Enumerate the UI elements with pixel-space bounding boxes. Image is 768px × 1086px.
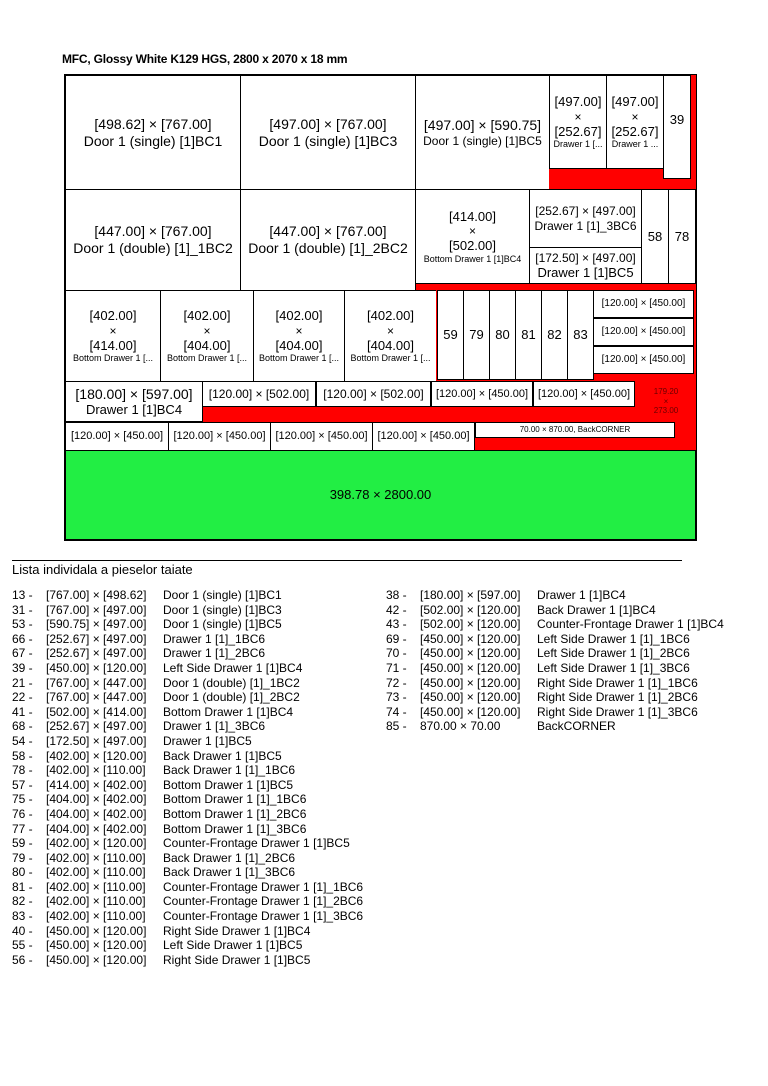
piece-dims: [180.00] × [597.00] [75,385,193,402]
piece-dims: [502.00] × [120.00] [420,617,521,632]
list-item [12,749,363,764]
piece-name: Counter-Frontage Drawer 1 [1]_1BC6 [163,879,364,894]
piece-dims-1: [414.00] [449,208,496,224]
piece-dims: [172.50] × [497.00] [535,250,636,265]
piece-dims-1: [402.00] [183,308,231,324]
piece-id: 74 - [386,704,407,719]
piece-id: 83 - [12,909,33,924]
piece-dims: [447.00] × [767.00] [269,223,387,240]
piece-id: 80 - [12,865,33,880]
piece-side-drawer[interactable] [593,318,694,346]
piece-number: 58 [647,228,663,244]
piece-side-drawer[interactable] [431,381,533,407]
list-item [12,617,363,632]
piece-side-drawer[interactable] [65,422,169,451]
piece-83[interactable] [567,290,594,380]
piece-name: Drawer 1 [1]_1BC6 [163,631,266,646]
piece-dims: [767.00] × [497.00] [46,602,147,617]
list-item [12,865,363,880]
cutting-board [64,74,697,541]
piece-name: Drawer 1 [1]BC4 [537,588,626,602]
piece-dims-2: [252.67] [611,123,659,139]
piece-number: 59 [443,327,458,343]
piece-dims-2: [252.67] [554,123,602,139]
piece-name: Left Side Drawer 1 [1]BC4 [163,660,303,675]
piece-59[interactable] [437,290,464,380]
piece-drawer-3bc6[interactable] [529,189,642,248]
piece-number: 39 [669,112,685,127]
piece-name: Back Drawer 1 [1]BC5 [163,748,282,763]
piece-dims: [120.00] × [450.00] [275,430,368,443]
piece-label: Door 1 (single) [1]BC1 [83,132,223,149]
piece-number: 79 [469,327,484,343]
list-item [386,632,724,647]
piece-dims: [402.00] × [110.00] [46,894,146,909]
list-item [12,909,363,924]
list-item [386,603,724,618]
piece-dims: [450.00] × [120.00] [420,646,521,661]
waste-dims-1: 179.20 [653,387,679,397]
piece-side-drawer[interactable] [593,290,694,318]
piece-label: Bottom Drawer 1 [... [258,353,340,364]
piece-dims: [402.00] × [110.00] [46,850,146,865]
divider [12,560,682,561]
piece-id: 77 - [12,821,33,836]
piece-id: 42 - [386,602,407,617]
piece-id: 66 - [12,631,33,646]
piece-dims: [120.00] × [450.00] [601,298,686,310]
list-item [12,763,363,778]
piece-dims: [120.00] × [450.00] [70,430,164,443]
piece-dims: [402.00] × [110.00] [46,763,146,778]
list-item [12,792,363,807]
piece-78[interactable] [668,189,696,284]
piece-drawer-2bc6[interactable] [606,75,664,169]
list-item [386,676,724,691]
waste-dims-2: 273.00 [653,406,679,416]
piece-dims: 870.00 × 70.00 [420,719,501,734]
piece-dims-2: [404.00] [275,337,323,353]
piece-name: Back Drawer 1 [1]_1BC6 [163,763,296,778]
piece-bottom-drawer-4[interactable] [344,290,437,382]
piece-bottom-bc4[interactable] [415,189,530,284]
piece-dims: [120.00] × [450.00] [537,387,631,400]
piece-label: Drawer 1 [1]BC4 [85,402,183,418]
leftover-area[interactable] [65,450,696,540]
list-item [12,646,363,661]
piece-dims-x: × [574,109,582,124]
piece-id: 70 - [386,646,407,661]
piece-name: Door 1 (double) [1]_2BC2 [163,690,300,705]
piece-dims-1: [497.00] [611,94,659,110]
piece-dims: [404.00] × [402.00] [46,806,147,821]
piece-name: BackCORNER [537,719,616,734]
piece-dims: [120.00] × [450.00] [377,430,470,443]
list-item [386,617,724,632]
piece-dims: [180.00] × [597.00] [420,588,521,602]
waste-area [549,169,664,190]
piece-name: Right Side Drawer 1 [1]BC4 [163,923,311,938]
piece-name: Left Side Drawer 1 [1]BC5 [163,938,303,953]
piece-id: 40 - [12,923,33,938]
piece-drawer-bc5[interactable] [529,247,642,284]
piece-id: 85 - [386,719,407,734]
piece-dims: [120.00] × [450.00] [435,387,529,400]
piece-dims-x: × [109,323,117,338]
piece-label: Bottom Drawer 1 [1]BC4 [423,253,522,264]
piece-id: 67 - [12,646,33,661]
piece-name: Left Side Drawer 1 [1]_2BC6 [537,646,690,661]
piece-dims: [120.00] × [450.00] [601,354,686,366]
list-heading: Lista individala a pieselor taiate [12,562,193,577]
piece-dims-x: × [295,323,303,338]
piece-door-2bc2[interactable] [240,189,416,291]
piece-id: 58 - [12,748,33,763]
piece-side-drawer[interactable] [372,422,475,451]
piece-id: 78 - [12,763,33,778]
piece-dims-2: [404.00] [367,337,414,353]
piece-name: Bottom Drawer 1 [1]_3BC6 [163,821,307,836]
piece-dims: [402.00] × [110.00] [46,865,146,880]
piece-label: Drawer 1 [... [553,139,603,150]
piece-dims: [450.00] × [120.00] [420,660,521,675]
piece-number: 80 [495,327,510,343]
piece-id: 82 - [12,894,33,909]
piece-id: 38 - [386,588,407,602]
list-item [12,588,363,603]
piece-label: Door 1 (double) [1]_1BC2 [73,240,233,256]
list-item [12,632,363,647]
piece-bottom-drawer-2[interactable] [160,290,254,382]
piece-name: Bottom Drawer 1 [1]BC5 [163,777,294,792]
piece-name: Right Side Drawer 1 [1]BC5 [163,952,311,967]
piece-name: Door 1 (single) [1]BC3 [163,602,282,617]
piece-name: Door 1 (single) [1]BC5 [163,617,282,632]
piece-name: Drawer 1 [1]_3BC6 [163,719,266,734]
piece-name: Bottom Drawer 1 [1]_1BC6 [163,792,307,807]
list-item [386,719,724,734]
piece-counter-frontage-bc4[interactable] [316,381,431,407]
list-item [12,807,363,822]
piece-name: Drawer 1 [1]_2BC6 [163,646,266,661]
piece-id: 31 - [12,602,33,617]
piece-dims: [120.00] × [502.00] [208,386,310,401]
sheet-title: MFC, Glossy White K129 HGS, 2800 x 2070 x 18 mm [62,52,348,66]
piece-label: Drawer 1 [1]_3BC6 [534,218,637,233]
piece-id: 55 - [12,938,33,953]
piece-name: Back Drawer 1 [1]BC4 [537,602,656,617]
list-item [12,894,363,909]
piece-dims: [502.00] × [414.00] [46,704,147,719]
piece-label: Drawer 1 ... [611,139,659,150]
waste-dims-x: × [663,396,669,406]
piece-dims-x: × [631,109,639,124]
list-item [12,924,363,939]
piece-number: 78 [674,228,690,244]
piece-id: 39 - [12,660,33,675]
list-item [386,661,724,676]
piece-dims-2: [414.00] [89,337,137,353]
list-item [12,661,363,676]
piece-id: 72 - [386,675,407,690]
piece-id: 73 - [386,690,407,705]
piece-dims: [450.00] × [120.00] [420,631,521,646]
piece-dims: [414.00] × [402.00] [46,777,147,792]
piece-id: 53 - [12,617,33,632]
piece-side-drawer[interactable] [168,422,271,451]
leftover-dims: 398.78 × 2800.00 [329,487,432,503]
piece-label: Bottom Drawer 1 [... [72,353,154,364]
piece-id: 81 - [12,879,33,894]
piece-id: 71 - [386,660,407,675]
list-item [12,778,363,793]
piece-dims-1: [402.00] [367,308,414,324]
piece-name: Left Side Drawer 1 [1]_1BC6 [537,631,690,646]
list-item [12,851,363,866]
list-item [12,690,363,705]
piece-dims: [120.00] × [450.00] [173,430,266,443]
piece-dims: [497.00] × [590.75] [423,117,542,134]
piece-list-left [12,588,363,967]
piece-drawer-bc4[interactable] [65,381,203,422]
list-item [12,822,363,837]
piece-name: Left Side Drawer 1 [1]_3BC6 [537,660,690,675]
piece-id: 56 - [12,952,33,967]
piece-name: Counter-Frontage Drawer 1 [1]BC5 [163,836,350,851]
piece-dims: [498.62] × [767.00] [94,115,212,132]
piece-name: Bottom Drawer 1 [1]BC4 [163,704,294,719]
piece-bottom-drawer-3[interactable] [253,290,345,382]
list-item [386,588,724,603]
piece-dims-2: [404.00] [183,337,231,353]
piece-label: Door 1 (single) [1]BC3 [258,132,398,149]
piece-dims: [767.00] × [447.00] [46,675,147,690]
piece-door-bc3[interactable] [240,75,416,190]
piece-dims-2: [502.00] [449,238,496,254]
piece-dims: [402.00] × [120.00] [46,748,147,763]
piece-id: 41 - [12,704,33,719]
piece-dims: [402.00] × [110.00] [46,879,146,894]
piece-dims: [450.00] × [120.00] [420,690,521,705]
piece-39[interactable] [663,75,691,179]
list-item [12,880,363,895]
piece-dims: 70.00 × 870.00, BackCORNER [519,425,631,435]
piece-side-drawer[interactable] [270,422,373,451]
piece-dims-1: [497.00] [554,94,602,110]
piece-id: 76 - [12,806,33,821]
list-item [12,734,363,749]
piece-id: 21 - [12,675,33,690]
piece-bottom-drawer-1[interactable] [65,290,161,382]
piece-number: 82 [547,327,562,343]
piece-dims: [447.00] × [767.00] [94,223,212,240]
piece-id: 79 - [12,850,33,865]
piece-number: 83 [573,327,588,343]
piece-dims: [497.00] × [767.00] [269,115,387,132]
piece-back-drawer-bc4[interactable] [202,381,316,407]
piece-82[interactable] [541,290,568,380]
piece-dims: [450.00] × [120.00] [46,938,147,953]
piece-dims: [402.00] × [120.00] [46,836,147,851]
piece-side-drawer[interactable] [593,346,694,374]
piece-id: 69 - [386,631,407,646]
piece-dims-1: [402.00] [89,308,137,324]
list-item [12,705,363,720]
piece-dims-1: [402.00] [275,308,323,324]
list-item [12,836,363,851]
piece-dims: [172.50] × [497.00] [46,733,147,748]
piece-name: Back Drawer 1 [1]_3BC6 [163,865,296,880]
piece-name: Counter-Frontage Drawer 1 [1]BC4 [537,617,724,632]
piece-id: 22 - [12,690,33,705]
piece-label: Bottom Drawer 1 [... [350,353,431,364]
piece-dims-x: × [468,224,476,239]
piece-dims: [402.00] × [110.00] [46,909,146,924]
piece-name: Right Side Drawer 1 [1]_2BC6 [537,690,698,705]
piece-dims: [120.00] × [450.00] [601,326,686,338]
piece-label: Bottom Drawer 1 [... [166,353,248,364]
piece-id: 75 - [12,792,33,807]
piece-dims: [502.00] × [120.00] [420,602,521,617]
piece-label: Drawer 1 [1]BC5 [537,264,634,280]
piece-side-drawer[interactable] [533,381,635,407]
piece-name: Counter-Frontage Drawer 1 [1]_3BC6 [163,909,364,924]
piece-81[interactable] [515,290,542,380]
piece-dims: [450.00] × [120.00] [46,660,147,675]
piece-id: 54 - [12,733,33,748]
list-item [12,603,363,618]
list-item [386,705,724,720]
list-item [12,938,363,953]
piece-number: 81 [521,327,536,343]
piece-name: Right Side Drawer 1 [1]_1BC6 [537,675,698,690]
piece-dims: [767.00] × [498.62] [46,588,147,602]
list-item [12,676,363,691]
piece-id: 13 - [12,588,33,602]
piece-id: 43 - [386,617,407,632]
piece-dims: [767.00] × [447.00] [46,690,147,705]
piece-name: Counter-Frontage Drawer 1 [1]_2BC6 [163,894,364,909]
piece-dims: [450.00] × [120.00] [420,675,521,690]
waste-piece [636,381,696,422]
piece-id: 68 - [12,719,33,734]
piece-dims: [252.67] × [497.00] [46,719,147,734]
piece-dims: [450.00] × [120.00] [46,923,147,938]
piece-dims: [252.67] × [497.00] [46,631,147,646]
piece-dims: [450.00] × [120.00] [420,704,521,719]
piece-dims: [252.67] × [497.00] [535,204,636,219]
piece-dims-x: × [386,323,394,338]
piece-58[interactable] [641,189,669,284]
piece-name: Door 1 (single) [1]BC1 [163,588,282,602]
piece-dims: [120.00] × [502.00] [323,386,424,401]
piece-back-corner[interactable] [475,422,675,438]
piece-door-bc5[interactable] [415,75,550,190]
piece-dims: [450.00] × [120.00] [46,952,147,967]
piece-list-right [386,588,724,734]
piece-name: Bottom Drawer 1 [1]_2BC6 [163,806,307,821]
list-item [386,690,724,705]
piece-name: Back Drawer 1 [1]_2BC6 [163,850,296,865]
list-item [12,719,363,734]
list-item [386,646,724,661]
piece-id: 59 - [12,836,33,851]
piece-dims: [252.67] × [497.00] [46,646,147,661]
piece-dims: [590.75] × [497.00] [46,617,147,632]
piece-dims: [404.00] × [402.00] [46,792,147,807]
piece-name: Right Side Drawer 1 [1]_3BC6 [537,704,698,719]
piece-door-bc1[interactable] [65,75,241,190]
piece-name: Door 1 (double) [1]_1BC2 [163,675,300,690]
piece-79[interactable] [463,290,490,380]
piece-drawer-1bc6[interactable] [549,75,607,169]
piece-door-1bc2[interactable] [65,189,241,291]
piece-id: 57 - [12,777,33,792]
piece-label: Door 1 (double) [1]_2BC2 [248,240,408,256]
piece-dims-x: × [203,323,211,338]
piece-name: Drawer 1 [1]BC5 [163,733,252,748]
piece-label: Door 1 (single) [1]BC5 [423,133,542,148]
piece-dims: [404.00] × [402.00] [46,821,147,836]
list-item [12,953,363,968]
piece-80[interactable] [489,290,516,380]
